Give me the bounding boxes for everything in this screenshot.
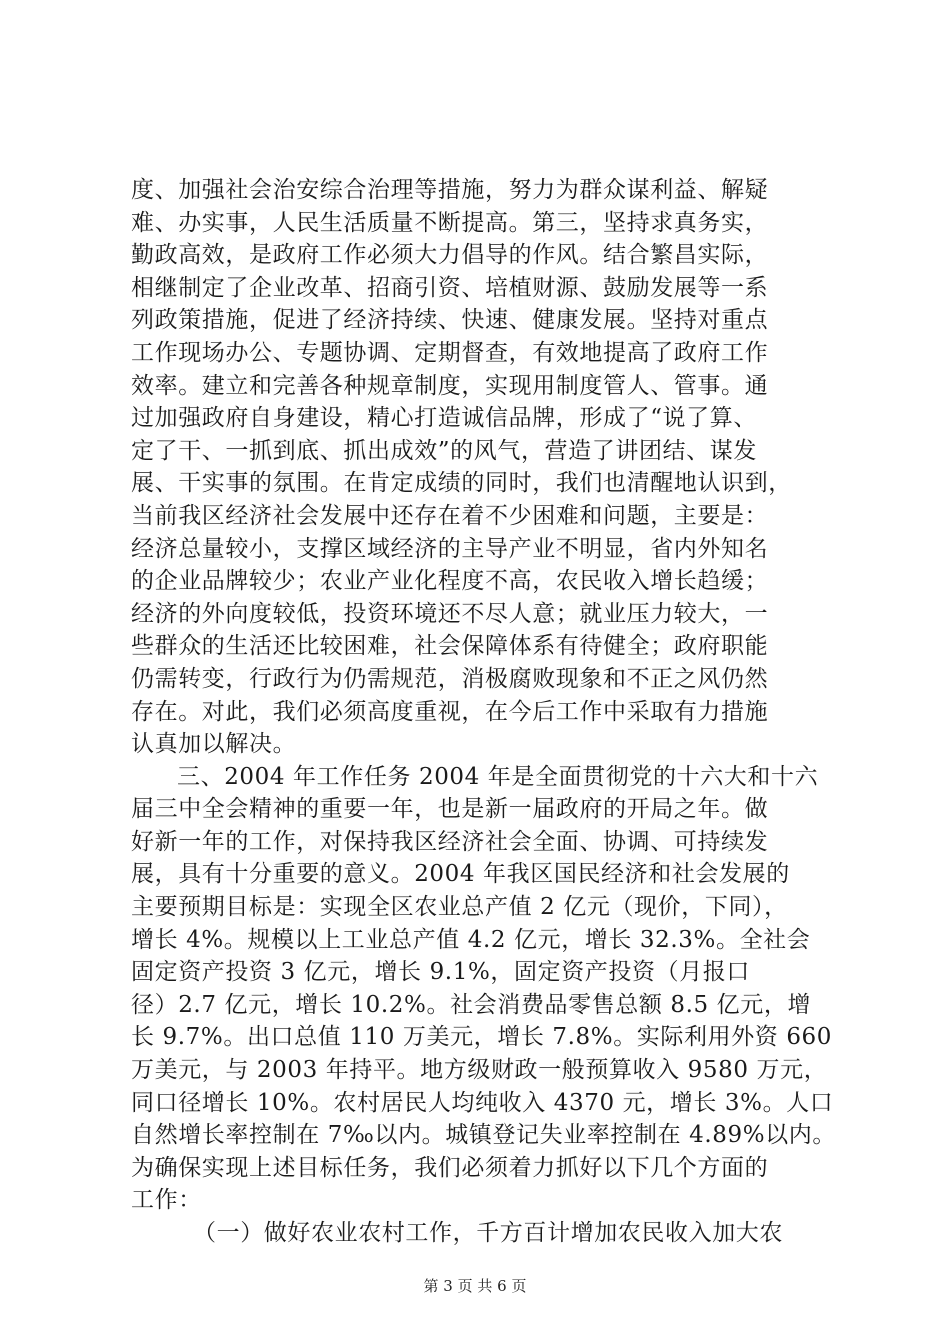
- text-line: 经济总量较小，支撑区域经济的主导产业不明显，省内外知名: [131, 535, 769, 562]
- text-line: 工作：: [131, 1187, 202, 1214]
- text-line: 存在。对此，我们必须高度重视，在今后工作中采取有力措施: [131, 698, 769, 725]
- text-line: 主要预期目标是：实现全区农业总产值 2 亿元（现价，下同），: [131, 894, 788, 921]
- text-line: 列政策措施，促进了经济持续、快速、健康发展。坚持对重点: [131, 307, 769, 334]
- text-line: 勤政高效，是政府工作必须大力倡导的作风。结合繁昌实际，: [131, 242, 769, 269]
- text-line: 的企业品牌较少；农业产业化程度不高，农民收入增长趋缓；: [131, 568, 769, 595]
- text-line: 相继制定了企业改革、招商引资、培植财源、鼓励发展等一系: [131, 274, 769, 301]
- text-line: 固定资产投资 3 亿元，增长 9.1%，固定资产投资（月报口: [131, 959, 750, 986]
- text-line: 过加强政府自身建设，精心打造诚信品牌，形成了“说了算、: [131, 405, 757, 432]
- subsection-heading-line: （一）做好农业农村工作，千方百计增加农民收入加大农: [193, 1220, 783, 1246]
- body-text: [131, 174, 836, 1250]
- text-line: 当前我区经济社会发展中还存在着不少困难和问题，主要是：: [131, 502, 769, 529]
- text-line: 效率。建立和完善各种规章制度，实现用制度管人、管事。通: [131, 372, 769, 399]
- text-line: 度、加强社会治安综合治理等措施，努力为群众谋利益、解疑: [131, 177, 769, 203]
- text-line: 经济的外向度较低，投资环境还不尽人意；就业压力较大，一: [131, 600, 769, 627]
- text-line: 长 9.7%。出口总值 110 万美元，增长 7.8%。实际利用外资 660: [131, 1024, 833, 1051]
- text-line: 万美元，与 2003 年持平。地方级财政一般预算收入 9580 万元，: [131, 1057, 828, 1084]
- text-line: 定了干、一抓到底、抓出成效”的风气，营造了讲团结、谋发: [131, 437, 757, 464]
- text-line: 仍需转变，行政行为仍需规范，消极腐败现象和不正之风仍然: [131, 665, 769, 692]
- text-line: 认真加以解决。: [131, 731, 297, 758]
- text-line: 自然增长率控制在 7‰以内。城镇登记失业率控制在 4.89%以内。: [131, 1122, 836, 1149]
- text-line: 好新一年的工作，对保持我区经济社会全面、协调、可持续发: [131, 828, 769, 855]
- text-line: 增长 4%。规模以上工业总产值 4.2 亿元，增长 32.3%。全社会: [131, 926, 811, 953]
- page-footer: 第 3 页 共 6 页: [423, 1277, 527, 1295]
- text-line: 同口径增长 10%。农村居民人均纯收入 4370 元，增长 3%。人口: [131, 1089, 834, 1116]
- text-line: 为确保实现上述目标任务，我们必须着力抓好以下几个方面的: [131, 1154, 769, 1181]
- text-line: 些群众的生活还比较困难，社会保障体系有待健全；政府职能: [131, 633, 769, 660]
- text-line: 径）2.7 亿元，增长 10.2%。社会消费品零售总额 8.5 亿元，增: [131, 991, 812, 1018]
- text-line: 工作现场办公、专题协调、定期督查，有效地提高了政府工作: [131, 339, 769, 366]
- text-line: 展，具有十分重要的意义。2004 年我区国民经济和社会发展的: [131, 861, 790, 888]
- text-line: 届三中全会精神的重要一年，也是新一届政府的开局之年。做: [131, 796, 769, 823]
- text-line: 难、办实事，人民生活质量不断提高。第三，坚持求真务实，: [131, 209, 769, 236]
- text-line: 展、干实事的氛围。在肯定成绩的同时，我们也清醒地认识到，: [131, 470, 792, 497]
- section-heading-line: 三、2004 年工作任务 2004 年是全面贯彻党的十六大和十六: [177, 763, 819, 790]
